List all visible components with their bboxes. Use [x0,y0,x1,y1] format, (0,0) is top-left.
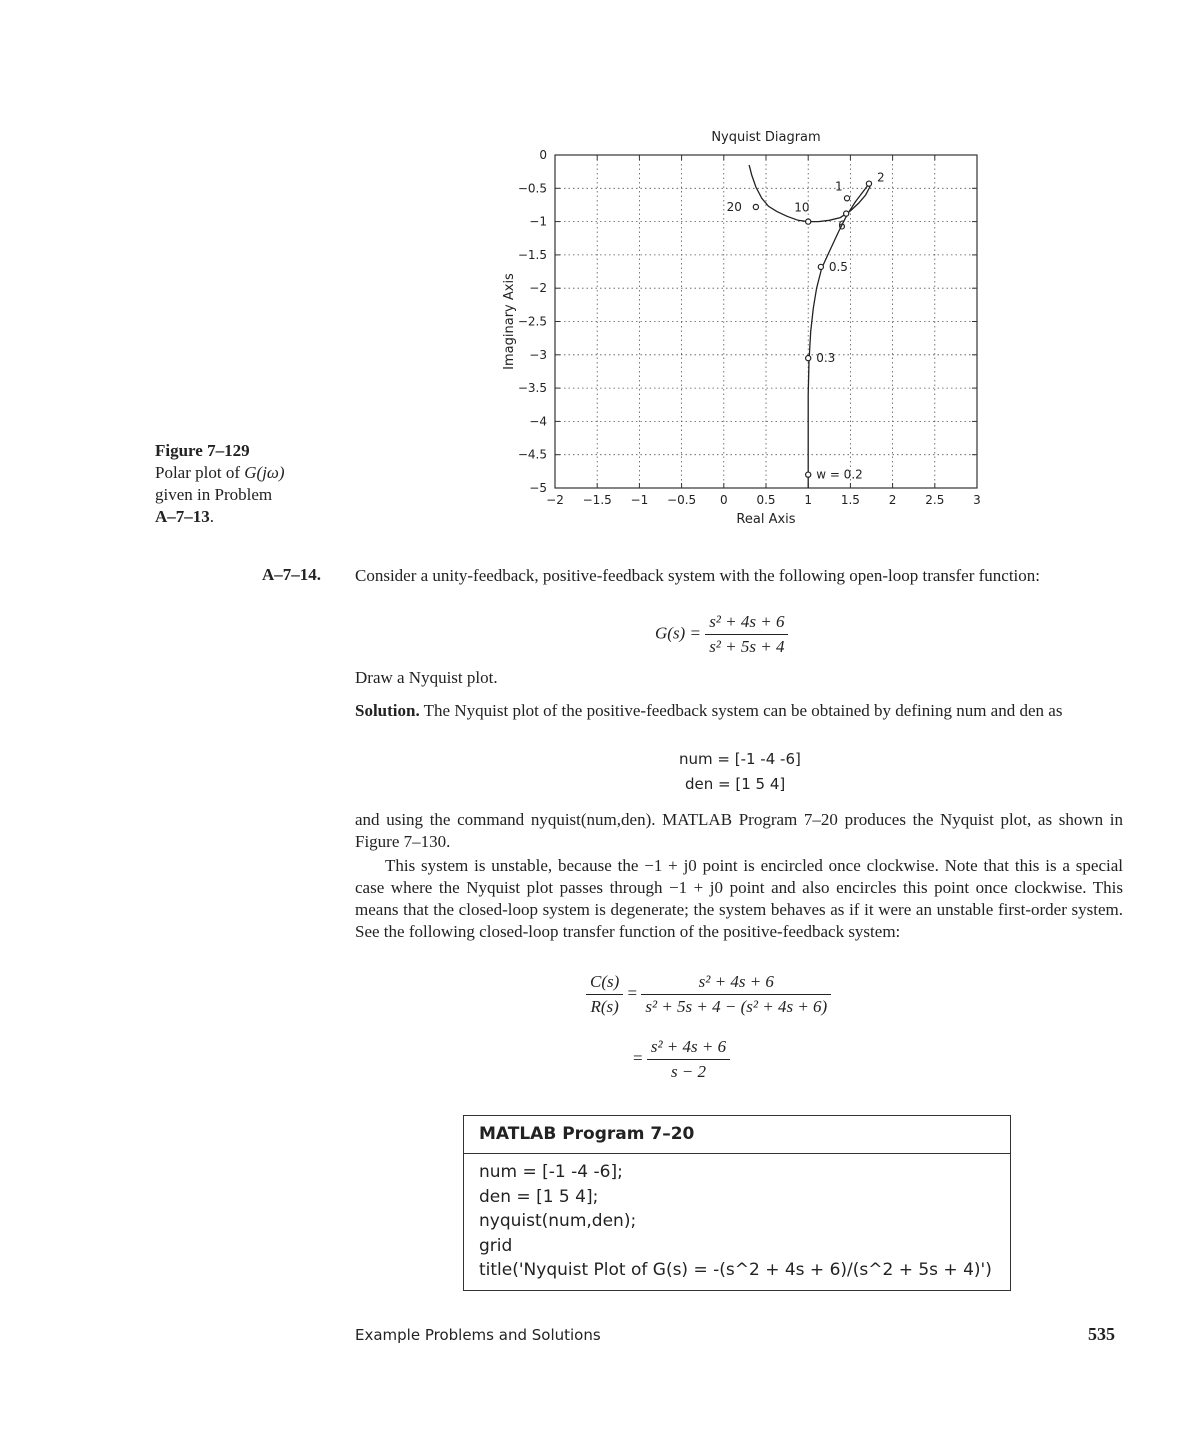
solution-label: Solution. [355,701,420,720]
caption-ref: A–7–13 [155,507,210,526]
footer-section: Example Problems and Solutions [355,1326,601,1344]
y-tick-label: −5 [529,481,547,495]
code-line: nyquist(num,den); [479,1211,637,1231]
x-tick-label: −1 [630,493,649,507]
num-definition: num = [-1 -4 -6] [679,750,801,768]
y-tick-label: −3 [529,347,547,362]
cl-rhs-fraction-1 [641,972,831,1017]
cl-rhs-fraction-2 [647,1037,730,1082]
g-lhs: G(s) = [655,623,701,643]
frequency-marker [844,211,849,216]
y-axis-label: Imaginary Axis [502,273,517,370]
page-number: 535 [1088,1324,1115,1344]
closed-loop-equation [586,972,831,1017]
x-tick-label: −2 [546,493,564,507]
cl-lhs-denominator: R(s) [590,997,619,1016]
y-tick-label: −4 [529,414,547,429]
cl-equals-2: = [633,1048,643,1068]
g-equation [655,612,788,657]
figure-caption [155,440,330,528]
frequency-marker [806,356,811,361]
chart-title: Nyquist Diagram [711,130,821,145]
problem-task: Draw a Nyquist plot. [355,668,498,687]
frequency-marker [806,472,811,477]
code-line: title('Nyquist Plot of G(s) = -(s^2 + 4s + 6)/(s^2 + 5s + 4)') [479,1260,992,1280]
marker-label: 0.5 [828,259,848,274]
x-tick-label: 3 [973,493,981,507]
marker-label: 2 [876,170,885,185]
x-tick-label: 2 [888,493,897,507]
marker-label: 0.3 [816,351,836,366]
x-tick-label: −1.5 [582,493,612,507]
problem-number: A–7–14. [262,565,322,584]
cl-lhs-numerator: C(s) [586,972,623,995]
marker-label: 10 [794,200,810,215]
g-numerator: s² + 4s + 6 [705,612,788,635]
matlab-code [479,1160,992,1283]
x-tick-label: −0.5 [667,493,697,507]
cl-denominator-1: s² + 5s + 4 − (s² + 4s + 6) [645,997,828,1016]
code-line: num = [-1 -4 -6]; [479,1162,623,1182]
frequency-marker [844,196,849,201]
cl-lhs-fraction [586,972,623,1017]
marker-label: 20 [726,199,742,214]
x-axis-label: Real Axis [736,512,796,527]
x-tick-label: 2.5 [925,493,945,507]
nyquist-diagram [490,120,1000,540]
code-line: grid [479,1235,513,1256]
y-tick-label: 0 [539,148,547,162]
marker-label: w = 0.2 [816,467,863,482]
x-tick-label: 0.5 [756,493,776,507]
nyquist-curve [749,165,871,488]
caption-period: . [209,507,215,526]
problem-intro: Consider a unity-feedback, positive-feedback system with the following open-loop transfer function: [355,566,1041,585]
marker-label: 6 [838,218,846,233]
cl-denominator-2: s − 2 [670,1062,707,1081]
figure-number: Figure 7–129 [155,441,250,460]
caption-text-2: given in Problem [155,485,273,504]
frequency-marker [866,181,871,186]
x-tick-label: 1 [804,493,813,507]
g-fraction [705,612,788,657]
frequency-marker [818,264,823,269]
closed-loop-equation-2 [633,1037,730,1082]
marker-label: 1 [835,179,843,194]
caption-text-1: Polar plot of [155,463,245,482]
cl-equals-1: = [627,983,638,1003]
cl-numerator-1: s² + 4s + 6 [641,972,831,995]
frequency-marker [806,219,811,224]
frequency-marker [753,204,758,209]
code-line: den = [1 5 4]; [479,1186,599,1207]
y-tick-label: −2 [529,281,547,296]
g-denominator: s² + 5s + 4 [709,637,785,656]
paragraph-3: This system is unstable, because the −1 + j0 point is encircled once clockwise. Note that this is a special case where the Nyquist plot passes through −1 + j0 point and also encircles this point once clockwise. This means that the closed-loop system is degenerate; the system behaves as if it were an unstable first-order system. See the following closed-loop transfer function of the positive-feedback system: [355,856,1123,941]
caption-math: G(jω) [244,463,285,482]
x-tick-label: 1.5 [840,493,860,507]
den-definition: den = [1 5 4] [685,775,786,793]
y-tick-label: −4.5 [517,447,547,462]
y-tick-label: −3.5 [517,381,547,396]
paragraph-2: and using the command nyquist(num,den). MATLAB Program 7–20 produces the Nyquist plot, as shown in Figure 7–130. [355,810,1123,851]
y-tick-label: −1.5 [517,247,547,262]
solution-text: The Nyquist plot of the positive-feedback system can be obtained by defining num and den as [419,701,1063,720]
y-tick-label: −2.5 [517,314,547,329]
x-tick-label: 0 [719,493,728,507]
y-tick-label: −1 [529,214,547,229]
solution-paragraph [355,700,1123,722]
cl-numerator-2: s² + 4s + 6 [647,1037,730,1060]
matlab-program-box [463,1115,1011,1291]
y-tick-label: −0.5 [517,181,547,196]
matlab-program-title: MATLAB Program 7–20 [464,1116,1010,1154]
